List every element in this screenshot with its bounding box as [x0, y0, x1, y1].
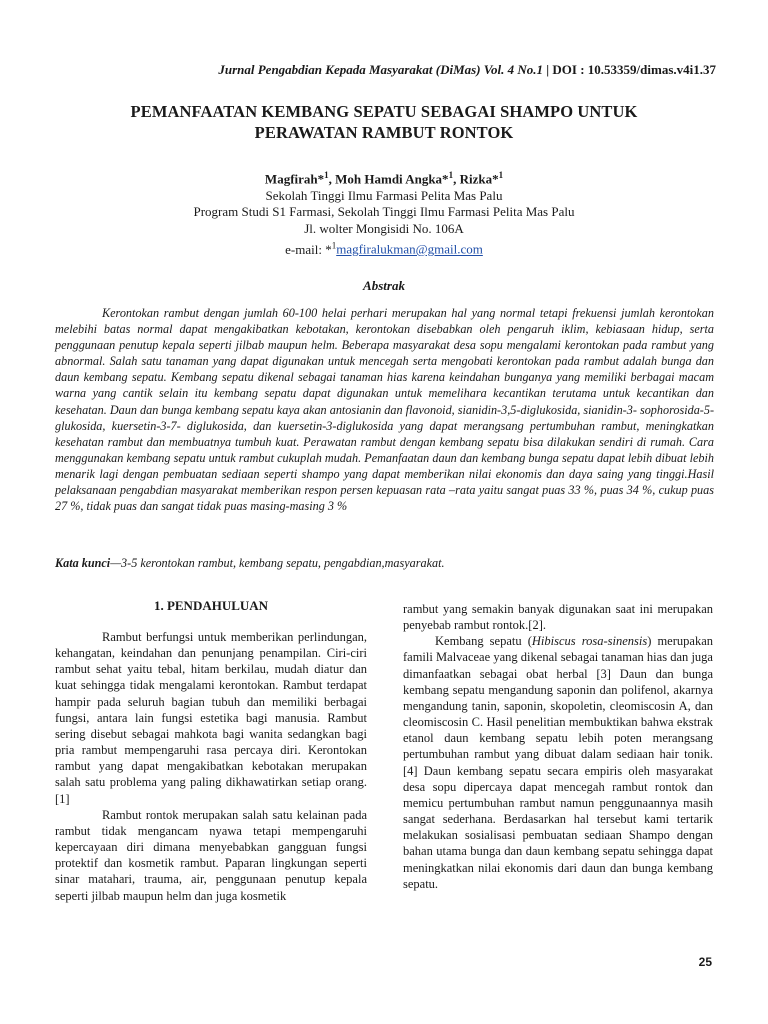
- abstract-body: Kerontokan rambut dengan jumlah 60-100 helai perhari merupakan hal yang normal tetapi frekuensi jumlah kerontokan melebihi batas normal dapat mengakibatkan kebotakan, kerontokan disebabkan oleh pengaruh iklim, kebiasaan hidup, serta penggunaan penutup kepala seperti jilbab maupun helm. Beberapa masyarakat desa sopu mengalami kerontokan pada rambut yang abnormal. Salah satu tanaman yang dapat digunakan untuk mencegah serta mengobati kerontokan pada rambut adalah bunga dan daun kembang sepatu. Kembang sepatu dikenal sebagai tanaman hias karena keindahan bunganya yang memiliki berbagai macam warna yang cantik selain itu kembang sepatu dapat digunakan untuk memelihara kecantikan terutama untuk kecantikan dan kesehatan. Daun dan bunga kembang sepatu kaya akan antosianin dan flavonoid, sianidin-3,5-diglukosida, sianidin-3- sophorosida-5-glukosida, kuersetin-3-7- diglukosida, dan kuersetin-3-diglukosida yang dapat merangsang pertumbuhan rambut, meningkatkan kesehatan rambut dan membuatnya tumbuh kuat. Perawatan rambut dengan kembang sepatu bisa dilakukan sendiri di rumah. Cara menggunakan kembang sepatu untuk rambut cukuplah mudah. Pemanfaatan daun dan kembang bunga sepatu dapat lebih dibuat lebih menarik lagi dengan pembuatan sediaan seperti shampo yang dapat memberikan nilai ekonomis dan daya saing yang tinggi.Hasil pelaksanaan pengabdian masyarakat memberikan respon persen kepuasan rata –rata yaitu sangat puas 33 %, puas 34 %, cukup puas 27 %, tidak puas dan sangat tidak puas masing-masing 3 %: [55, 306, 714, 514]
- section-heading: 1. PENDAHULUAN: [153, 598, 269, 613]
- page-number: 25: [698, 955, 712, 969]
- abstract-heading: Abstrak: [363, 278, 405, 293]
- intro-paragraph-1: Rambut berfungsi untuk memberikan perlindungan, kehangatan, keindahan dan penunjang penampilan. Ciri-ciri rambut sehat yaitu tebal, hitam berkilau, mudah diatur dan kuat sehingga tidak mengalami kerontokan. Rambut terdapat hampir pada seluruh bagian tubuh dan memiliki berbagai fungsi, antara lain fungsi estetika bagi manusia. Rambut sering disebut sebagai mahkota bagi wanita sedangkan bagi pria rambut mempengaruhi rasa percaya diri. Kerontokan rambut yang dapat mengakibatkan kebotakan merupakan salah satu problema yang paling dikhawatirkan setiap orang.[1]: [55, 630, 367, 806]
- intro-paragraph-3: [403, 633, 713, 892]
- title-line-1: PEMANFAATAN KEMBANG SEPATU SEBAGAI SHAMPO UNTUK: [130, 102, 638, 121]
- left-column: [55, 598, 367, 904]
- author-names: Magfirah*$^1$, Moh Hamdi Angka*$^1$, Rizka*$^1$: [264, 170, 504, 187]
- author-block: [60, 167, 708, 258]
- title-line-2: PERAWATAN RAMBUT RONTOK: [254, 123, 514, 142]
- intro-paragraph-2: Rambut rontok merupakan salah satu kelainan pada rambut tidak mengancam nyawa tetapi mempengaruhi kepercayaan diri dimana menyebabkan gangguan fungsi protektif dan kosmetik rambut. Paparan lingkungan seperti sinar matahari, trauma, air, penggunaan penutup kepala seperti jilbab maupun helm dan juga kosmetik: [55, 807, 367, 903]
- para3-rest: ) merupakan famili Malvaceae yang dikenal sebagai tanaman hias dan juga dimanfaatkan sebagai obat herbal [3] Daun dan bunga kembang sepatu mengandung saponin dan polifenol, akarnya mengandung tanin, saponin, skopoletin, cleomiscosin A, dan cleomiscosin C. Hasil penelitian membuktikan bahwa ekstrak etanol daun kembang sepatu lebih poten merangsang pertumbuhan rambut yang dibuat dalam sediaan hair tonik. [4] Daun kembang sepatu secara empiris oleh masyarakat desa sopu dipercaya dapat mencegah rambut rontok dan memicu pertumbuhan rambut namun penggunaannya masih sangat sederhana. Berdasarkan hal tersebut kami tertarik melakukan sosialisasi pembuatan sediaan Shampo dengan bahan utama bunga dan daun kembang sepatu sehingga dapat meningkatkan nilai ekonomis dari daun dan bunga kembang sepatu.: [403, 634, 713, 891]
- email-line: [60, 237, 708, 258]
- email-label: e-mail: *$^1$: [285, 240, 337, 257]
- address: Jl. wolter Mongisidi No. 106A: [304, 220, 464, 236]
- keywords: [55, 555, 714, 571]
- journal-name: Jurnal Pengabdian Kepada Masyarakat (DiMas) Vol. 4 No.1: [218, 62, 544, 77]
- institution: Sekolah Tinggi Ilmu Farmasi Pelita Mas Palu: [265, 187, 503, 203]
- keywords-text: —3-5 kerontokan rambut, kembang sepatu, pengabdian,masyarakat.: [110, 556, 445, 570]
- doi: | DOI : 10.53359/dimas.v4i1.37: [543, 62, 716, 77]
- species-name: Hibiscus rosa-sinensis: [531, 634, 648, 649]
- intro-paragraph-2-continued: rambut yang semakin banyak digunakan saat ini merupakan penyebab rambut rontok.[2].: [403, 602, 713, 633]
- para3-start: Kembang sepatu (: [435, 634, 532, 649]
- right-column: [403, 601, 713, 892]
- email-link[interactable]: magfiralukman@gmail.com: [336, 241, 483, 257]
- journal-header: [60, 62, 716, 78]
- keywords-label: Kata kunci: [55, 556, 111, 570]
- program: Program Studi S1 Farmasi, Sekolah Tinggi Ilmu Farmasi Pelita Mas Palu: [193, 204, 575, 220]
- paper-title: [60, 101, 708, 143]
